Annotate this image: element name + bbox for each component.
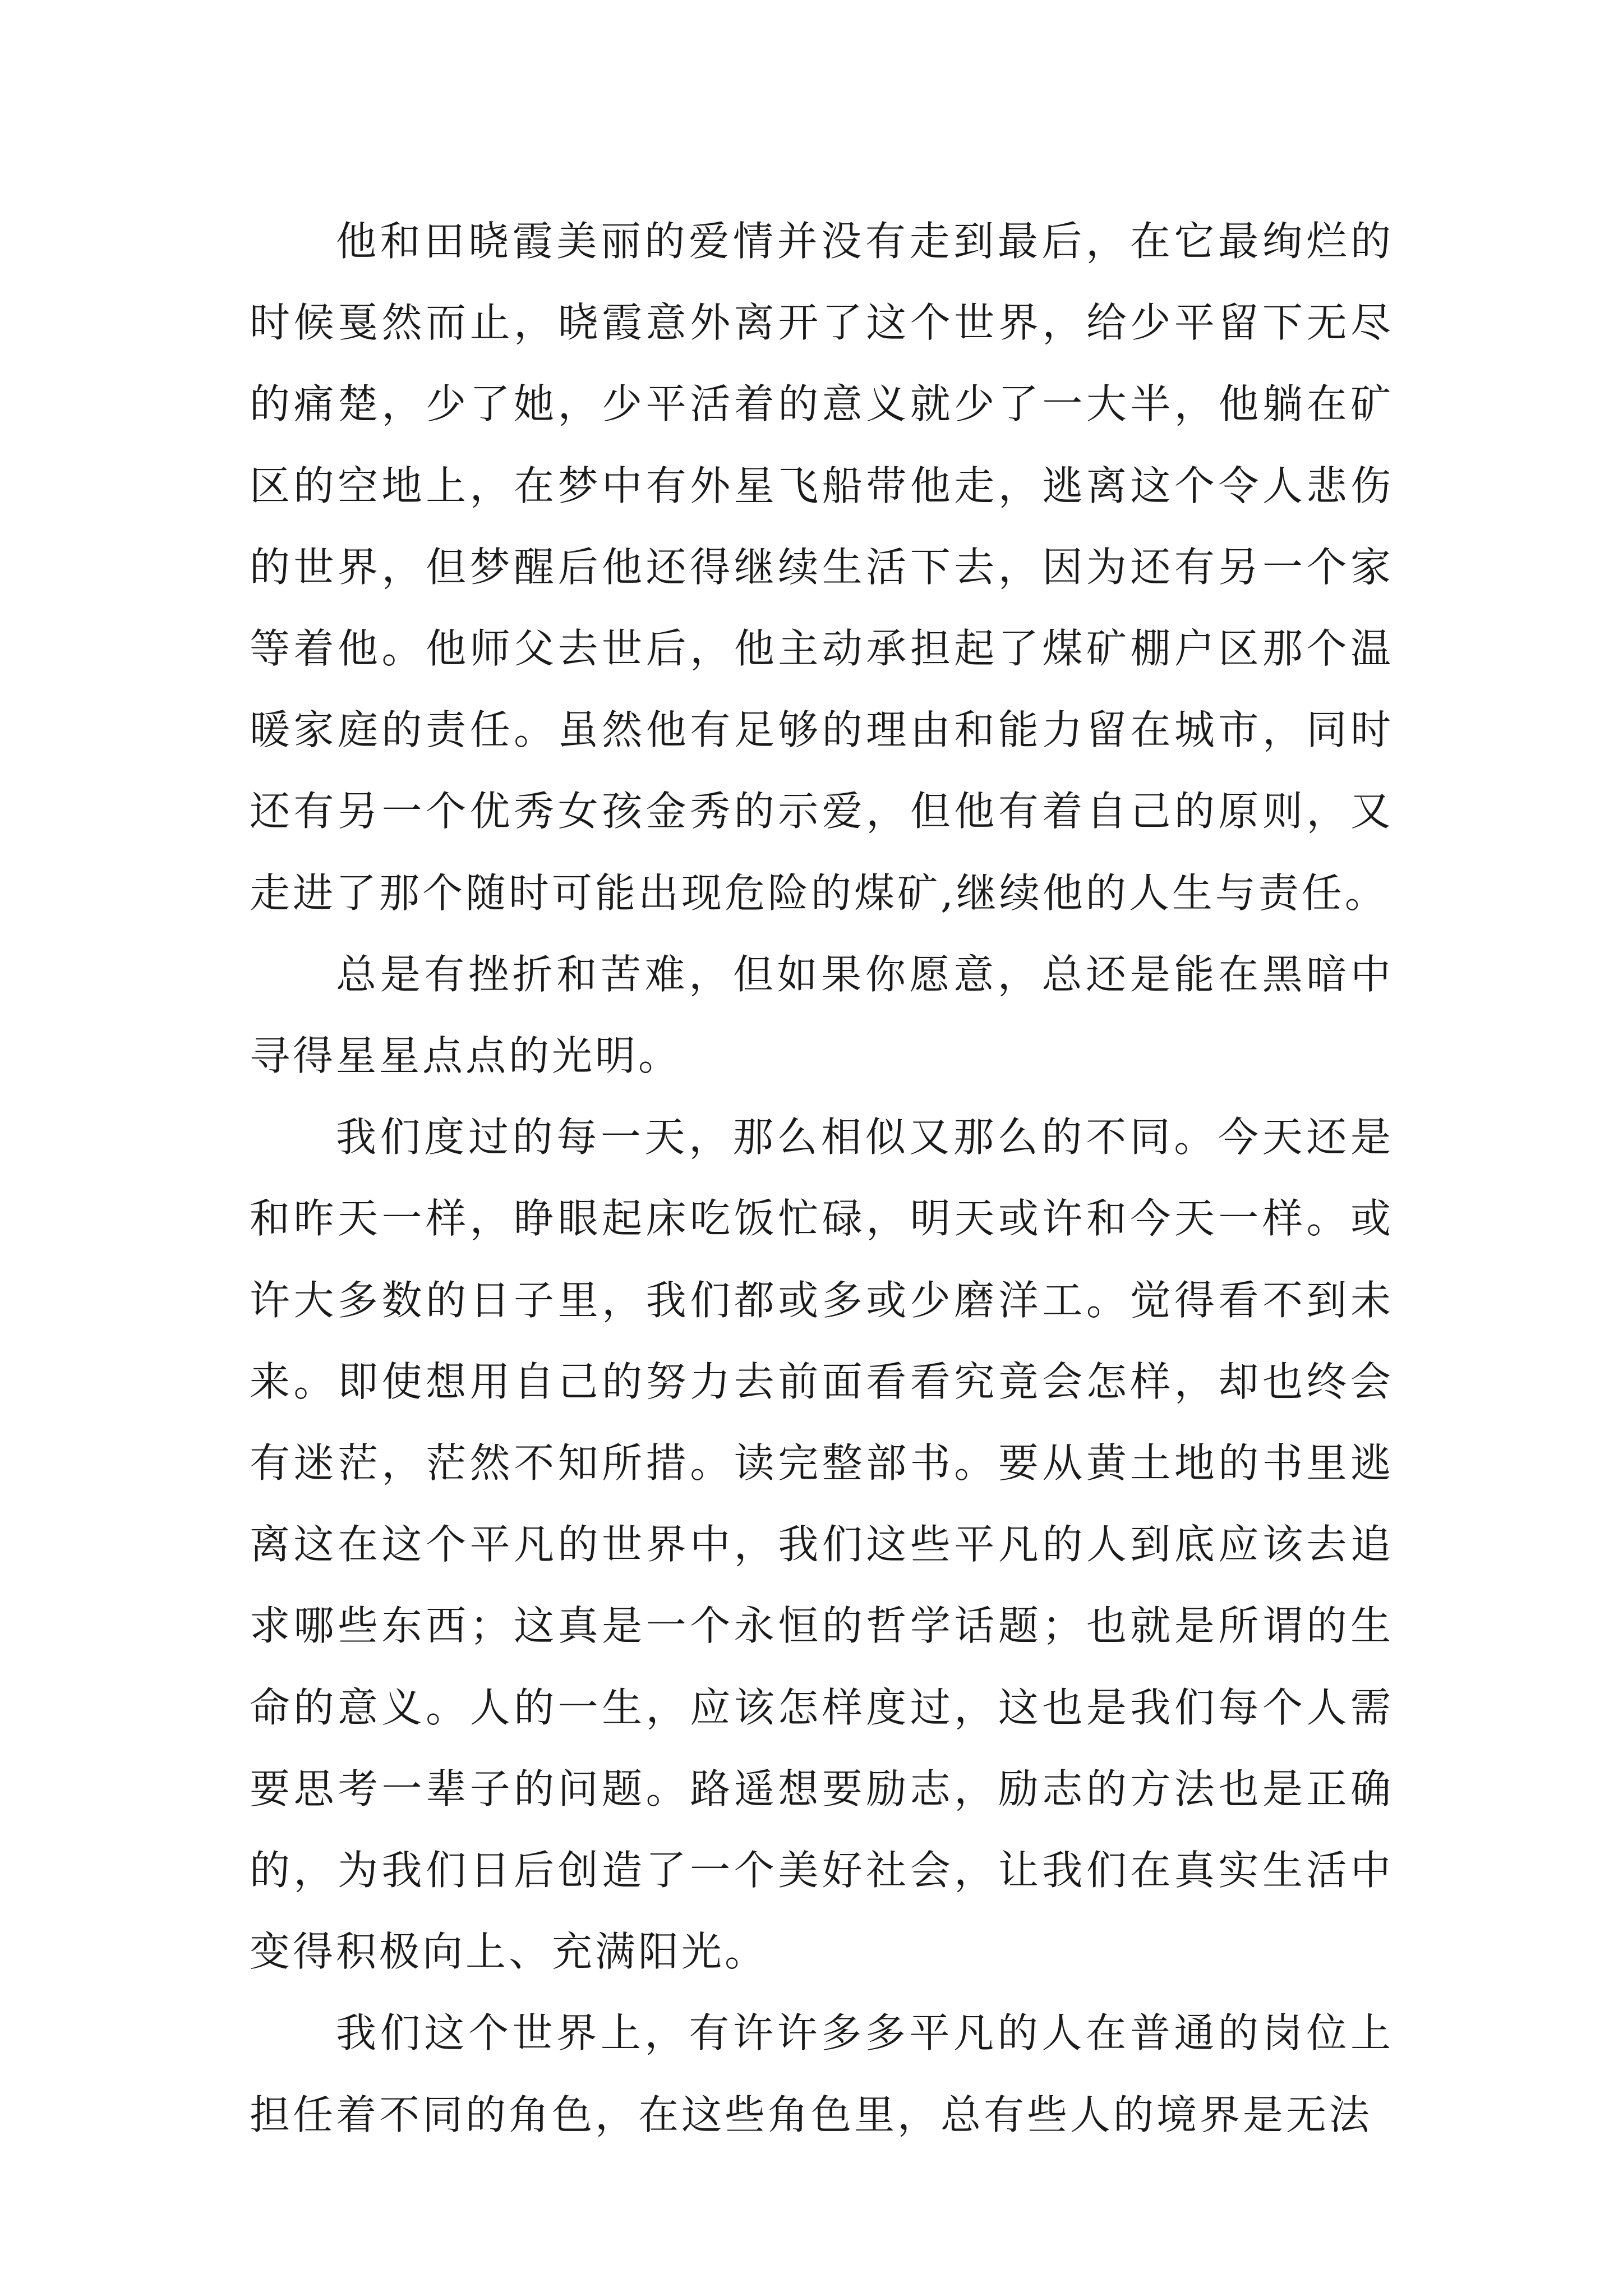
- body-text: [250, 201, 1394, 2156]
- paragraph-2: 总是有挫折和苦难，但如果你愿意，总还是能在黑暗中寻得星星点点的光明。: [250, 950, 1394, 1080]
- paragraph-3: 我们度过的每一天，那么相似又那么的不同。今天还是和昨天一样，睁眼起床吃饭忙碌，明天或许和今天一样。或许大多数的日子里，我们都或多或少磨洋工。觉得看不到未来。即使想用自己的努力去前面看看究竟会怎样，却也终会有迷茫，茫然不知所措。读完整部书。要从黄土地的书里逃离这在这个平凡的世界中，我们这些平凡的人到底应该去追求哪些东西；这真是一个永恒的哲学话题；也就是所谓的生命的意义。人的一生，应该怎样度过，这也是我们每个人需要思考一辈子的问题。路遥想要励志，励志的方法也是正确的，为我们日后创造了一个美好社会，让我们在真实生活中变得积极向上、充满阳光。: [250, 1114, 1394, 1976]
- paragraph-4: 我们这个世界上，有许许多多平凡的人在普通的岗位上担任着不同的角色，在这些角色里，总有些人的境界是无法: [250, 2009, 1394, 2138]
- paragraph-1: 他和田晓霞美丽的爱情并没有走到最后，在它最绚烂的时候戛然而止，晓霞意外离开了这个世界，给少平留下无尽的痛楚，少了她，少平活着的意义就少了一大半，他躺在矿区的空地上，在梦中有外星飞船带他走，逃离这个令人悲伤的世界，但梦醒后他还得继续生活下去，因为还有另一个家等着他。他师父去世后，他主动承担起了煤矿棚户区那个温暖家庭的责任。虽然他有足够的理由和能力留在城市，同时还有另一个优秀女孩金秀的示爱，但他有着自己的原则，又走进了那个随时可能出现危险的煤矿,继续他的人生与责任。: [250, 218, 1394, 917]
